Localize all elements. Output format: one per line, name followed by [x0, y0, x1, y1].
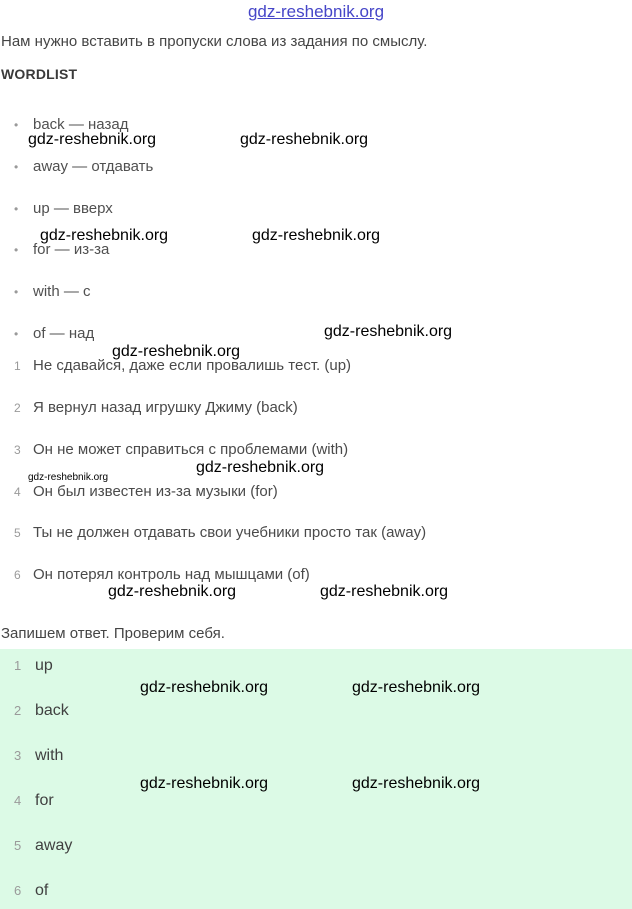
answer-item	[14, 702, 69, 720]
bullet-icon: •	[14, 243, 19, 257]
answer-number: 4	[14, 793, 22, 808]
task-text: Он потерял контроль над мышцами (of)	[33, 566, 310, 583]
wordlist-item	[14, 325, 94, 342]
answer-number: 5	[14, 838, 22, 853]
task-text: Я вернул назад игрушку Джиму (back)	[33, 399, 298, 416]
answer-text: for	[35, 792, 54, 809]
wordlist-item	[14, 283, 91, 300]
task-number: 1	[14, 359, 21, 373]
task-text: Ты не должен отдавать свои учебники просто так (away)	[33, 524, 427, 541]
wordlist-item-text: up — вверх	[33, 200, 113, 217]
watermark-text: gdz-reshebnik.org	[140, 775, 269, 792]
task-item	[14, 566, 310, 583]
task-number: 2	[14, 401, 21, 415]
intro-text: Нам нужно вставить в пропуски слова из задания по смыслу.	[1, 33, 428, 50]
wordlist-item	[14, 158, 153, 175]
task-number: 4	[14, 485, 21, 499]
answer-intro-text: Запишем ответ. Проверим себя.	[1, 625, 225, 642]
answer-text: of	[35, 882, 49, 899]
watermark-text: gdz-reshebnik.org	[252, 227, 381, 244]
watermark-text: gdz-reshebnik.org	[324, 323, 453, 340]
wordlist-item-text: away — отдавать	[33, 158, 154, 175]
answer-text: up	[35, 657, 53, 674]
answer-item	[14, 657, 53, 675]
wordlist-item-text: back — назад	[33, 116, 129, 133]
answer-number: 1	[14, 658, 22, 673]
task-item	[14, 524, 426, 541]
answer-number: 6	[14, 883, 22, 898]
task-item	[14, 483, 278, 500]
answer-text: with	[35, 747, 64, 764]
answer-box	[0, 649, 632, 909]
answer-item	[14, 747, 63, 765]
task-item	[14, 441, 348, 458]
answer-text: back	[35, 702, 69, 719]
wordlist-item-text: with — с	[33, 283, 91, 300]
top-watermark-link[interactable]: gdz-reshebnik.org	[247, 2, 385, 21]
bullet-icon: •	[14, 160, 19, 174]
wordlist-item-text: for — из-за	[33, 241, 110, 258]
watermark-text: gdz-reshebnik.org	[108, 583, 237, 600]
watermark-text: gdz-reshebnik.org	[320, 583, 449, 600]
watermark-text: gdz-reshebnik.org	[28, 131, 157, 148]
watermark-text: gdz-reshebnik.org	[28, 472, 109, 483]
watermark-text: gdz-reshebnik.org	[40, 227, 169, 244]
watermark-text: gdz-reshebnik.org	[112, 343, 241, 360]
task-text: Он был известен из-за музыки (for)	[33, 483, 278, 500]
answer-number: 2	[14, 703, 22, 718]
watermark-text: gdz-reshebnik.org	[140, 679, 269, 696]
watermark-text: gdz-reshebnik.org	[240, 131, 369, 148]
bullet-icon: •	[14, 327, 19, 341]
wordlist-item	[14, 200, 113, 217]
wordlist-heading: WORDLIST	[1, 66, 78, 82]
answer-text: away	[35, 837, 73, 854]
bullet-icon: •	[14, 202, 19, 216]
watermark-text: gdz-reshebnik.org	[196, 459, 325, 476]
task-item	[14, 399, 298, 416]
watermark-text: gdz-reshebnik.org	[352, 775, 481, 792]
wordlist-item-text: of — над	[33, 325, 95, 342]
bullet-icon: •	[14, 118, 19, 132]
answer-item	[14, 882, 48, 900]
answer-number: 3	[14, 748, 22, 763]
task-text: Не сдавайся, даже если провалишь тест. (up)	[33, 357, 352, 374]
task-text: Он не может справиться с проблемами (with)	[33, 441, 349, 458]
bullet-icon: •	[14, 285, 19, 299]
task-number: 3	[14, 443, 21, 457]
answer-item	[14, 837, 72, 855]
answer-item	[14, 792, 54, 810]
task-number: 6	[14, 568, 21, 582]
watermark-text: gdz-reshebnik.org	[352, 679, 481, 696]
task-number: 5	[14, 526, 21, 540]
